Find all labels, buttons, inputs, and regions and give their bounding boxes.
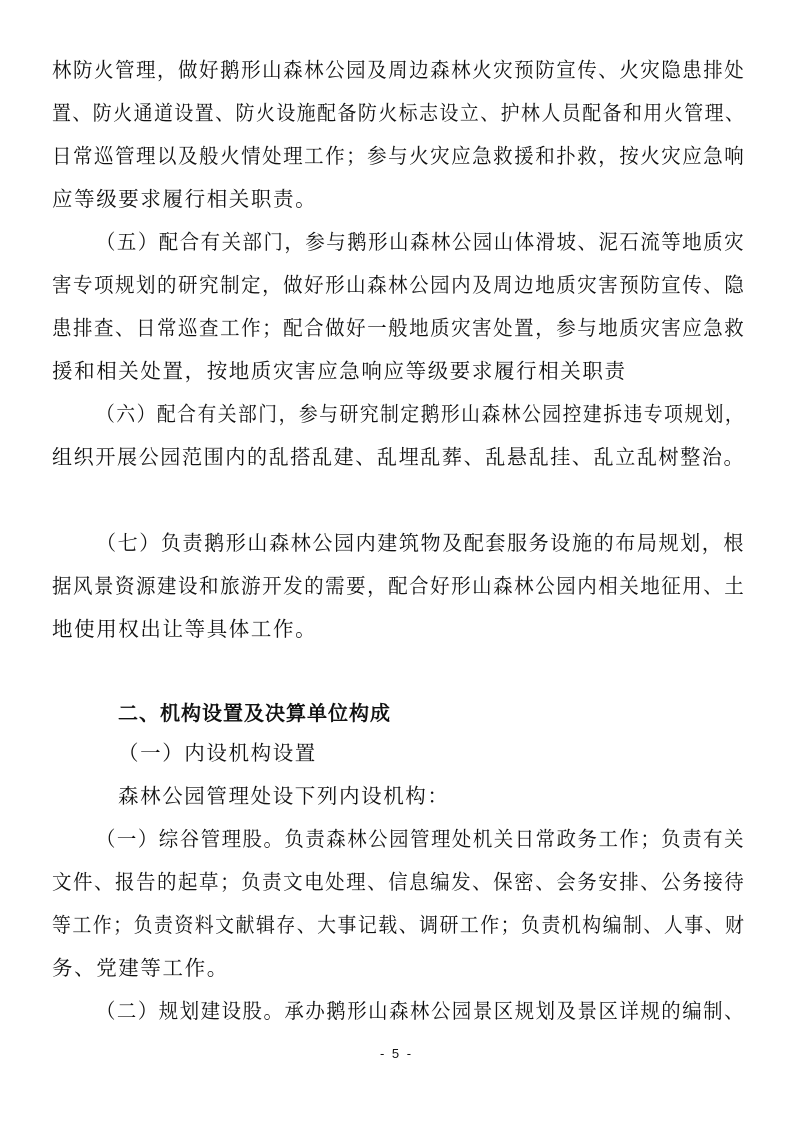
sub-heading: （一）内设机构设置: [118, 741, 317, 765]
org-intro-line: 森林公园管理处设下列内设机构：: [118, 784, 450, 808]
paragraph-line-3: 日常巡管理以及般火情处理工作；参与火灾应急救援和扑救，按火灾应急响: [52, 144, 746, 168]
org-item-one-line-3: 等工作；负责资料文献辑存、大事记载、调研工作；负责机构编制、人事、财: [52, 913, 746, 937]
paragraph-line-4: 应等级要求履行相关职责。: [52, 187, 318, 211]
item-six-line-1: （六）配合有关部门，参与研究制定鹅形山森林公园控建拆违专项规划，: [96, 402, 746, 426]
item-five-line-2: 害专项规划的研究制定，做好形山森林公园内及周边地质灾害预防宣传、隐: [52, 273, 746, 297]
item-five-line-4: 援和相关处置，按地质灾害应急响应等级要求履行相关职责: [52, 359, 627, 383]
page-number: - 5 -: [379, 1046, 414, 1061]
item-seven-line-1: （七）负责鹅形山森林公园内建筑物及配套服务设施的布局规划，根: [96, 531, 746, 555]
item-six-line-2: 组织开展公园范围内的乱搭乱建、乱埋乱葬、乱悬乱挂、乱立乱树整治。: [52, 445, 746, 469]
item-seven-line-2: 据风景资源建设和旅游开发的需要，配合好形山森林公园内相关地征用、土: [52, 574, 746, 598]
item-five-line-1: （五）配合有关部门，参与鹅形山森林公园山体滑坡、泥石流等地质灾: [96, 230, 746, 254]
paragraph-line-2: 置、防火通道设置、防火设施配备防火标志设立、护林人员配备和用火管理、: [52, 101, 746, 125]
item-seven-line-3: 地使用权出让等具体工作。: [52, 617, 318, 641]
section-heading: 二、机构设置及决算单位构成: [118, 701, 391, 725]
item-five-line-3: 患排查、日常巡查工作；配合做好一般地质灾害处置，参与地质灾害应急救: [52, 316, 746, 340]
org-item-one-line-4: 务、党建等工作。: [52, 956, 229, 980]
paragraph-line-1: 林防火管理，做好鹅形山森林公园及周边森林火灾预防宣传、火灾隐患排处: [52, 58, 746, 82]
org-item-one-line-1: （一）综谷管理股。负责森林公园管理处机关日常政务工作；负责有关: [96, 827, 746, 851]
org-item-one-line-2: 文件、报告的起草；负责文电处理、信息编发、保密、会务安排、公务接待: [52, 870, 746, 894]
org-item-two-line-1: （二）规划建设股。承办鹅形山森林公园景区规划及景区详规的编制、: [96, 999, 746, 1023]
